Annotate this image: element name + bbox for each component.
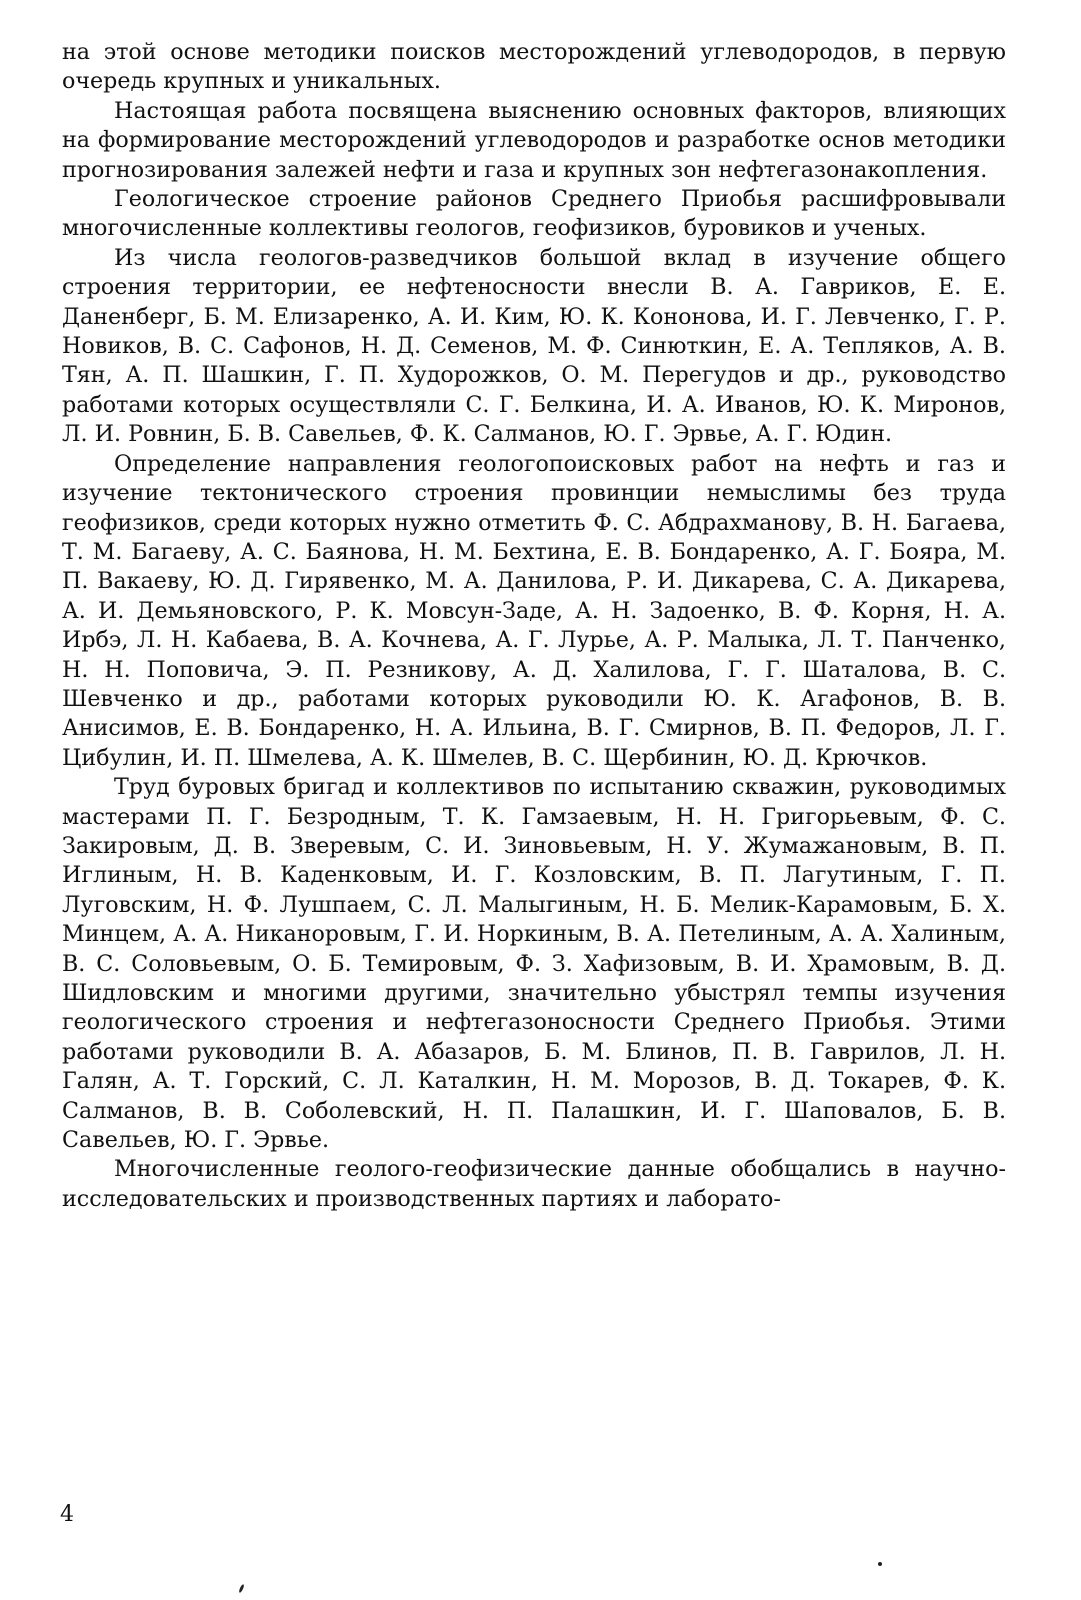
- paragraph-5: Определение направления геологопоисковых работ на нефть и газ и изучение тектонического строения провинции немыслимы без труда геофизиков, среди которых нужно отметить Ф. С. Абдрахманову, В. Н. Багаева, Т. М. Багаеву, А. С. Баянова, Н. М. Бехтина, Е. В. Бондаренко, А. Г. Бояра, М. П. Вакаеву, Ю. Д. Гирявенко, М. А. Данилова, Р. И. Дикарева, С. А. Дикарева, А. И. Демьяновского, Р. К. Мовсун-Заде, А. Н. Задоенко, В. Ф. Корня, Н. А. Ирбэ, Л. Н. Кабаева, В. А. Кочнева, А. Г. Лурье, А. Р. Малыка, Л. Т. Панченко, Н. Н. Поповича, Э. П. Резникову, А. Д. Халилова, Г. Г. Шаталова, В. С. Шевченко и др., работами которых руководили Ю. К. Агафонов, В. В. Анисимов, Е. В. Бондаренко, Н. А. Ильина, В. Г. Смирнов, В. П. Федоров, Л. Г. Цибулин, И. П. Шмелева, А. К. Шмелев, В. С. Щербинин, Ю. Д. Крючков.: [62, 450, 1006, 771]
- paragraph-2: Настоящая работа посвящена выяснению основных факторов, влияющих на формирование месторождений углеводородов и разработке основ методики прогнозирования залежей нефти и газа и крупных зон нефтегазонакопления.: [62, 97, 1006, 183]
- paragraph-7: Многочисленные геолого-геофизические данные обобщались в научно-исследовательских и производственных партиях и лаборато-: [62, 1156, 1006, 1212]
- page-number: 4: [60, 1502, 74, 1527]
- paragraph-4: Из числа геологов-разведчиков большой вклад в изучение общего строения территории, ее нефтеносности внесли В. А. Гавриков, Е. Е. Даненберг, Б. М. Елизаренко, А. И. Ким, Ю. К. Кононова, И. Г. Левченко, Г. Р. Новиков, В. С. Сафонов, Н. Д. Семенов, М. Ф. Синюткин, Е. А. Тепляков, А. В. Тян, А. П. Шашкин, Г. П. Худорожков, О. М. Перегудов и др., руководство работами которых осуществляли С. Г. Белкина, И. А. Иванов, Ю. К. Миронов, Л. И. Ровнин, Б. В. Савельев, Ф. К. Салманов, Ю. Г. Эрвье, А. Г. Юдин.: [62, 244, 1006, 448]
- print-speck: [238, 1584, 245, 1593]
- paragraph-6: Труд буровых бригад и коллективов по испытанию скважин, руководимых мастерами П. Г. Безродным, Т. К. Гамзаевым, Н. Н. Григорьевым, Ф. С. Закировым, Д. В. Зверевым, С. И. Зиновьевым, Н. У. Жумажановым, В. П. Иглиным, Н. В. Каденковым, И. Г. Козловским, В. П. Лагутиным, Г. П. Луговским, Н. Ф. Лушпаем, С. Л. Малыгиным, Н. Б. Мелик-Карамовым, Б. Х. Минцем, А. А. Никаноровым, Г. И. Норкиным, В. А. Петелиным, А. А. Халиным, В. С. Соловьевым, О. Б. Темировым, Ф. З. Хафизовым, В. И. Храмовым, В. Д. Шидловским и многими другими, значительно убыстрял темпы изучения геологического строения и нефтегазоносности Среднего Приобья. Этими работами руководили В. А. Абазаров, Б. М. Блинов, П. В. Гаврилов, Л. Н. Галян, А. Т. Горский, С. Л. Каталкин, Н. М. Морозов, В. Д. Токарев, Ф. К. Салманов, В. В. Соболевский, Н. П. Палашкин, И. Г. Шаповалов, Б. В. Савельев, Ю. Г. Эрвье.: [62, 774, 1006, 1154]
- paragraph-3: Геологическое строение районов Среднего Приобья расшифровывали многочисленные коллективы геологов, геофизиков, буровиков и ученых.: [62, 186, 1006, 242]
- paragraph-1: на этой основе методики поисков месторождений углеводородов, в первую очередь крупных и уникальных.: [62, 39, 1006, 95]
- print-speck: [878, 1562, 882, 1566]
- page-text: [62, 38, 1006, 1214]
